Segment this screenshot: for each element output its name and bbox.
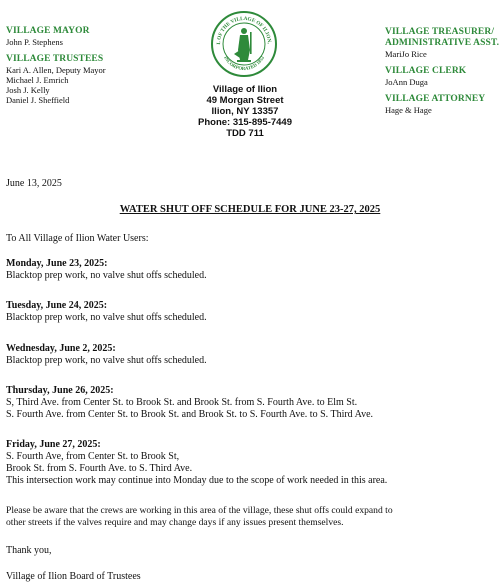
day-heading: Wednesday, June 2, 2025: [6,343,116,354]
closing: Thank you, [6,545,52,556]
svg-text:INCORPORATED 1852: INCORPORATED 1852 [222,55,266,73]
village-seal-logo [210,10,278,78]
svg-text:SEAL OF THE VILLAGE OF ILION,: L OF THE VILLAGE OF ILION, [215,15,273,45]
day-detail: S. Fourth Ave. from Center St. to Brook St. and Brook St. to S. Fourth Ave. to S. Third Ave. [6,409,374,420]
day-detail: Blacktop prep work, no valve shut offs scheduled. [6,270,207,281]
notice-line: Please be aware that the crews are working in this area of the village, these shut offs could expand to [6,505,393,516]
treasurer-name: MariJo Rice [385,49,427,59]
clerk-name: JoAnn Duga [385,77,428,87]
day-detail: S. Fourth Ave, from Center St. to Brook St, [6,451,180,462]
day-heading: Thursday, June 26, 2025: [6,385,114,396]
schedule-thursday [6,385,373,421]
officials-left-column [6,26,156,105]
greeting: To All Village of Ilion Water Users: [6,233,149,244]
notice-line: other streets if the valves require and may change days if any issues present themselves. [6,517,344,528]
day-detail: Brook St. from S. Fourth Ave. to S. Third Ave. [6,463,193,474]
trustee-name: Kari A. Allen, Deputy Mayor [6,65,106,75]
day-heading: Monday, June 23, 2025: [6,258,108,269]
mayor-title: VILLAGE MAYOR [6,26,90,36]
day-heading: Friday, June 27, 2025: [6,439,101,450]
officials-right-column [385,27,500,115]
attorney-name: Hage & Hage [385,105,432,115]
trustees-title: VILLAGE TRUSTEES [6,54,104,64]
day-detail: This intersection work may continue into Monday due to the scope of work needed in this area. [6,475,388,486]
document-title: WATER SHUT OFF SCHEDULE FOR JUNE 23-27, 2025 [119,204,381,215]
address-phone: Phone: 315-895-7449 [198,117,292,128]
schedule-wednesday [6,343,207,367]
clerk-title: VILLAGE CLERK [385,66,467,76]
schedule-monday [6,258,207,282]
village-address [170,84,320,139]
schedule-tuesday [6,300,207,324]
mayor-name: John P. Stephens [6,37,63,47]
signature: Village of Ilion Board of Trustees [6,571,141,582]
address-tdd: TDD 711 [226,128,264,139]
day-detail: S, Third Ave. from Center St. to Brook St. and Brook St. from S. Fourth Ave. to Elm St. [6,397,358,408]
schedule-friday [6,439,387,487]
trustee-name: Josh J. Kelly [6,85,50,95]
trustee-name: Michael J. Emrich [6,75,69,85]
day-detail: Blacktop prep work, no valve shut offs scheduled. [6,312,207,323]
day-detail: Blacktop prep work, no valve shut offs scheduled. [6,355,207,366]
address-line: 49 Morgan Street [206,95,284,106]
address-line: Ilion, NY 13357 [211,106,279,117]
trustee-name: Daniel J. Sheffield [6,95,70,105]
address-line: Village of Ilion [212,84,278,95]
day-heading: Tuesday, June 24, 2025: [6,300,108,311]
attorney-title: VILLAGE ATTORNEY [385,94,486,104]
notice-paragraph [6,505,393,529]
letter-date: June 13, 2025 [6,178,62,189]
treasurer-title: VILLAGE TREASURER/ ADMINISTRATIVE ASST. [385,27,500,48]
